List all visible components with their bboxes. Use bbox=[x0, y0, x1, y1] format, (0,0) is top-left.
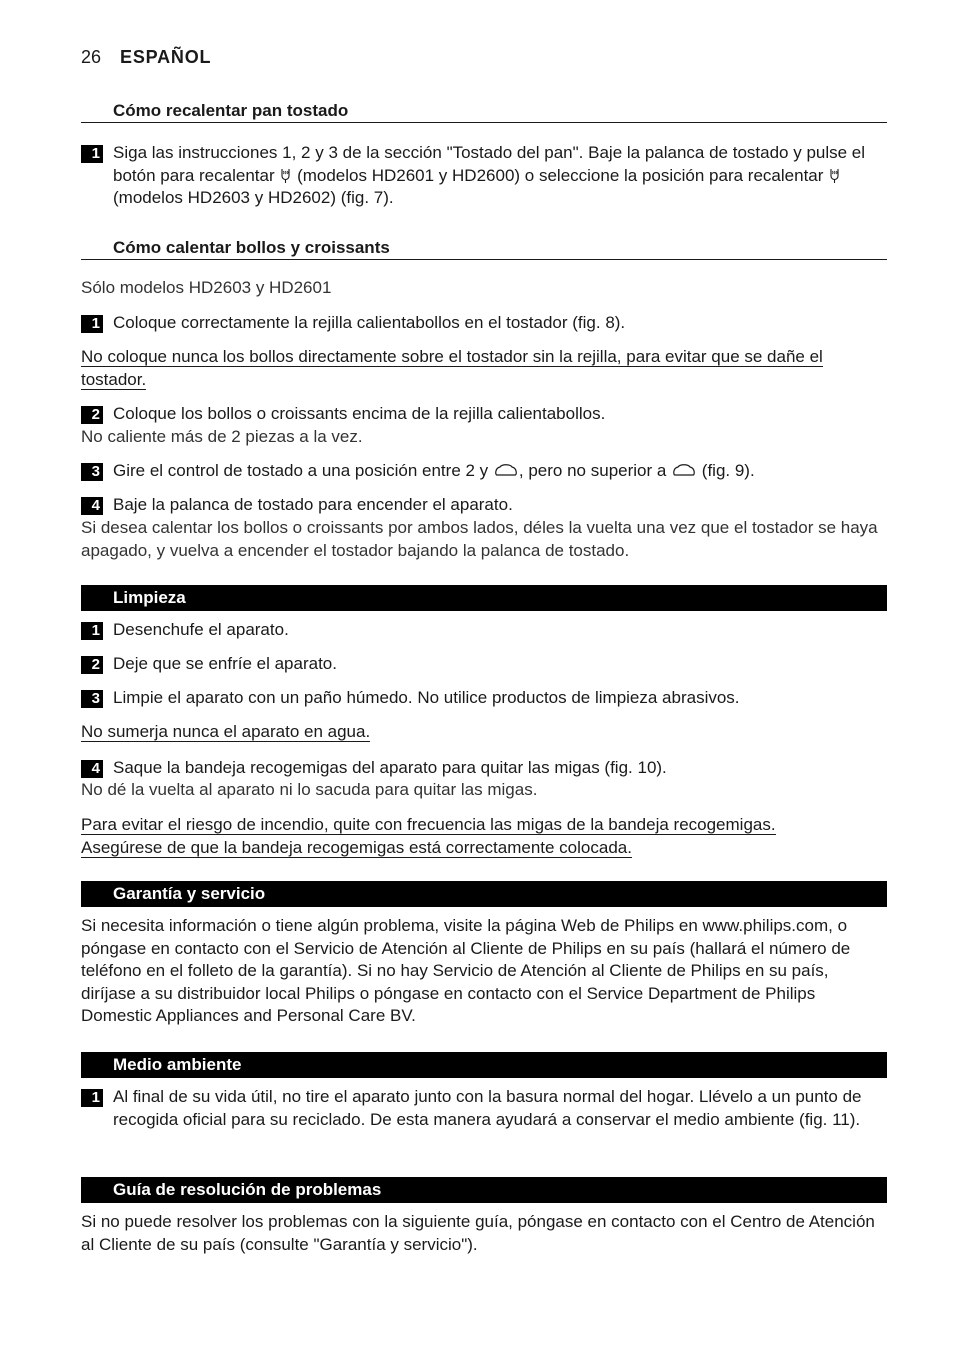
step-limpieza-2 bbox=[81, 653, 887, 676]
warning-text: Asegúrese de que la bandeja recogemigas está correctamente colocada. bbox=[81, 837, 632, 857]
step-number: 2 bbox=[81, 406, 103, 424]
step-limpieza-4 bbox=[81, 757, 887, 780]
step-text: Al final de su vida útil, no tire el aparato junto con la basura normal del hogar. Llévelo a un punto de recogida oficial para su reciclado. De esta manera ayudará a conservar el medio ambiente (fig. 11). bbox=[113, 1087, 862, 1129]
reheat-icon bbox=[280, 168, 291, 184]
step-text: Desenchufe el aparato. bbox=[113, 620, 289, 639]
step-number: 1 bbox=[81, 145, 103, 163]
warning-incendio bbox=[81, 814, 887, 859]
step-number: 4 bbox=[81, 497, 103, 515]
reheat-icon bbox=[829, 168, 840, 184]
section-title: Cómo calentar bollos y croissants bbox=[113, 238, 390, 257]
section-title: Guía de resolución de problemas bbox=[113, 1180, 382, 1199]
step-text: Gire el control de tostado a una posición entre 2 y , pero no superior a (fig. 9). bbox=[113, 461, 755, 480]
step-bollos-1 bbox=[81, 312, 887, 335]
step-bollos-4 bbox=[81, 494, 887, 517]
step-number: 3 bbox=[81, 463, 103, 481]
step-text: Deje que se enfríe el aparato. bbox=[113, 654, 337, 673]
language-label: ESPAÑOL bbox=[120, 47, 212, 67]
step-text: Limpie el aparato con un paño húmedo. No utilice productos de limpieza abrasivos. bbox=[113, 688, 740, 707]
step-bollos-2 bbox=[81, 403, 887, 426]
warning-rejilla bbox=[81, 346, 887, 391]
step-note: No caliente más de 2 piezas a la vez. bbox=[81, 427, 363, 446]
step-text: Siga las instrucciones 1, 2 y 3 de la sección "Tostado del pan". Baje la palanca de tostado y pulse el botón para recalentar (modelos HD2601 y HD2600) o seleccione la posición para recalentar (modelos HD2603 y HD2602) (fig. 7). bbox=[113, 143, 866, 207]
section-title: Garantía y servicio bbox=[113, 884, 266, 903]
section-heading-garantia bbox=[81, 881, 887, 907]
step-note: No dé la vuelta al aparato ni lo sacuda para quitar las migas. bbox=[81, 780, 538, 799]
bun-icon bbox=[494, 463, 518, 479]
step-limpieza-3 bbox=[81, 687, 887, 710]
section-heading-recalentar bbox=[81, 95, 887, 123]
section-title: Medio ambiente bbox=[113, 1055, 242, 1074]
step-number: 3 bbox=[81, 690, 103, 708]
warning-agua bbox=[81, 721, 887, 744]
section-heading-medio bbox=[81, 1052, 887, 1078]
section-heading-limpieza bbox=[81, 585, 887, 611]
step-bollos-3 bbox=[81, 460, 887, 483]
page-header bbox=[81, 47, 211, 68]
guia-body: Si no puede resolver los problemas con la siguiente guía, póngase en contacto con el Centro de Atención al Cliente de su país (consulte "Garantía y servicio"). bbox=[81, 1212, 875, 1254]
step-limpieza-1 bbox=[81, 619, 887, 642]
step-text: Coloque correctamente la rejilla calientabollos en el tostador (fig. 8). bbox=[113, 313, 626, 332]
bun-icon bbox=[672, 463, 696, 479]
step-recalentar-1 bbox=[81, 142, 887, 210]
warning-text: No sumerja nunca el aparato en agua. bbox=[81, 722, 371, 741]
garantia-body: Si necesita información o tiene algún problema, visite la página Web de Philips en www.philips.com, o póngase en contacto con el Servicio de Atención al Cliente de Philips en su país (hallará el número de teléfono en el folleto de la garantía). Si no hay Servicio de Atención al Cliente de Philips en su país, diríjase a su distribuidor local Philips o póngase en contacto con el Service Department de Philips Domestic Appliances and Personal Care BV. bbox=[81, 916, 851, 1025]
step-number: 2 bbox=[81, 656, 103, 674]
warning-text: Para evitar el riesgo de incendio, quite con frecuencia las migas de la bandeja recogemigas. bbox=[81, 815, 776, 834]
step-number: 1 bbox=[81, 1089, 103, 1107]
models-note: Sólo modelos HD2603 y HD2601 bbox=[81, 278, 332, 297]
step-number: 1 bbox=[81, 315, 103, 333]
page-number: 26 bbox=[81, 47, 102, 67]
step-medio-1 bbox=[81, 1086, 887, 1131]
step-number: 4 bbox=[81, 760, 103, 778]
section-heading-guia bbox=[81, 1177, 887, 1203]
step-text: Baje la palanca de tostado para encender el aparato. bbox=[113, 495, 513, 514]
warning-text: No coloque nunca los bollos directamente sobre el tostador sin la rejilla, para evitar que se dañe el tostador. bbox=[81, 347, 823, 389]
step-text: Saque la bandeja recogemigas del aparato para quitar las migas (fig. 10). bbox=[113, 758, 667, 777]
section-title: Cómo recalentar pan tostado bbox=[113, 101, 349, 120]
section-heading-bollos bbox=[81, 232, 887, 260]
step-number: 1 bbox=[81, 622, 103, 640]
step-note: Si desea calentar los bollos o croissants por ambos lados, déles la vuelta una vez que el tostador se haya apagado, y vuelva a encender el tostador bajando la palanca de tostado. bbox=[81, 518, 878, 560]
step-text: Coloque los bollos o croissants encima de la rejilla calientabollos. bbox=[113, 404, 606, 423]
section-title: Limpieza bbox=[113, 588, 186, 607]
